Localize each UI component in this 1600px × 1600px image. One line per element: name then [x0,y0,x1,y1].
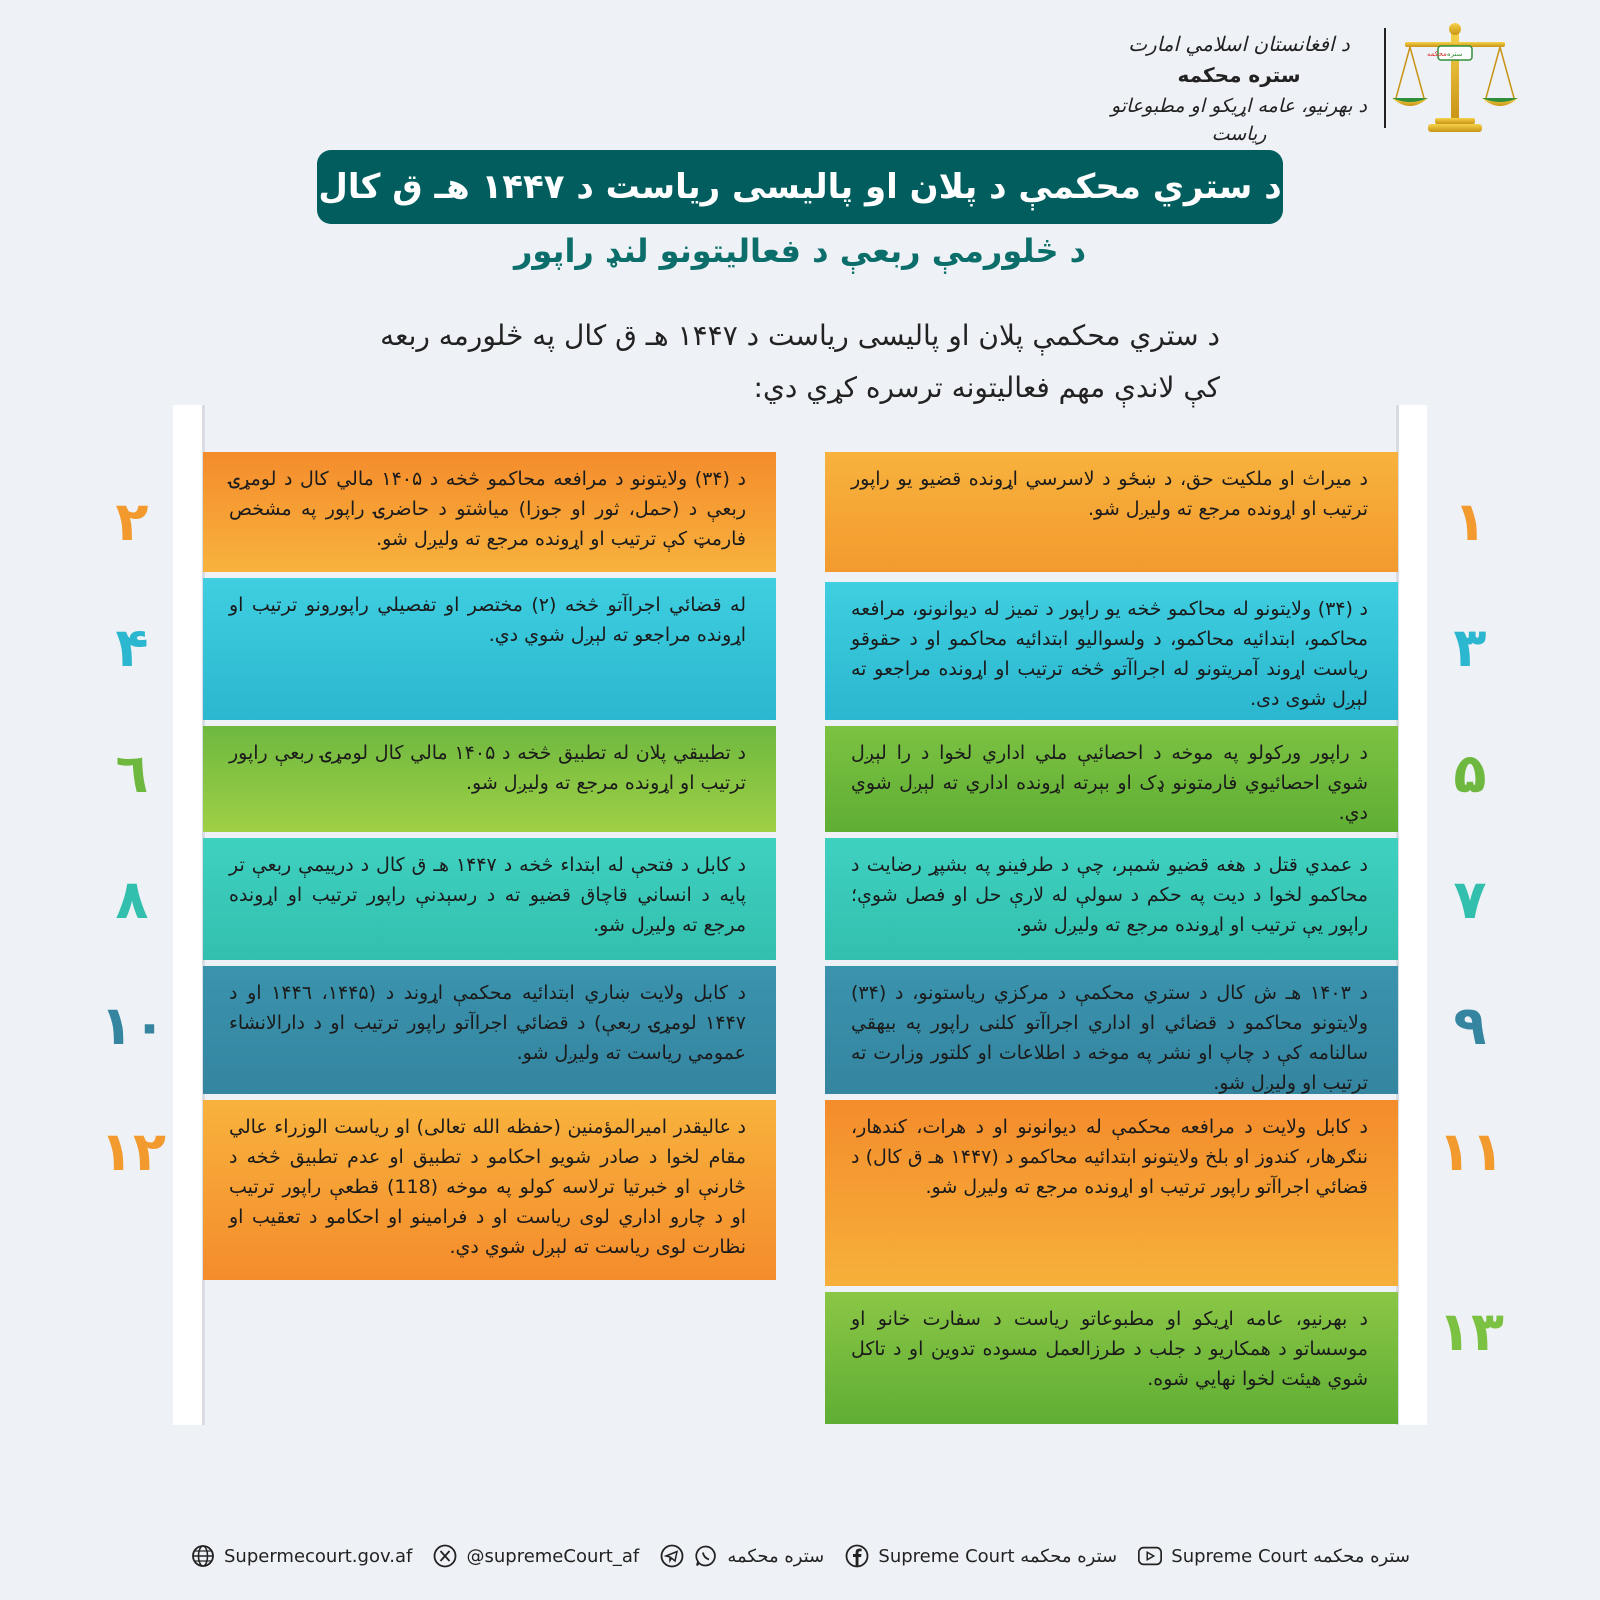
x-twitter-icon [432,1543,458,1569]
activity-box-1 [825,452,1398,572]
x-handle-label: @supremeCourt_af [466,1545,640,1567]
item-number-6: ٦ [115,742,149,805]
seal-right-text: محکمه [1427,50,1447,58]
item-number-5: ۵ [1453,742,1487,805]
logo-line-2: ستره محکمه [1177,63,1301,87]
footer-facebook[interactable] [844,1543,1117,1569]
activity-box-5 [825,726,1398,832]
intro-text: د ستري محکمې پلان او پالیسی ریاست د ۱۴۴۷ هـ ق کال په څلورمه ربعه کې لاندې مهم فعالیتونه ترسره کړي دي: [380,319,1220,404]
left-column-strip [173,405,203,1425]
item-number-8: ۸ [115,868,149,931]
title-bar [317,150,1283,224]
telegram-icon [659,1543,685,1569]
right-column-strip [1397,405,1427,1425]
activity-text-10: د کابل ولایت ښاري ابتدائیه محکمې اړوند د (۱۴۴۵، ۱۴۴٦ او د ۱۴۴۷ لومړۍ ربعې) د قضائي اجراآتو راپور ترتیب او د دارالانشاء عمومي ریاست ته ولیږل شو. [229,982,747,1064]
footer [190,1536,1410,1576]
item-number-3: ۳ [1453,616,1487,679]
logo-line-1: د افغانستان اسلامي امارت [1128,32,1350,56]
item-number-10: ۱۰ [100,994,166,1057]
activity-box-4 [203,578,776,720]
item-number-7: ۷ [1453,868,1487,931]
activity-text-1: د میراث او ملکیت حق، د ښځو د لاسرسي اړونده قضیو یو راپور ترتیب او اړونده مرجع ته ولیږل شو. [851,468,1368,520]
facebook-label: Supreme Court ستره محکمه [878,1545,1118,1567]
activity-box-2 [203,452,776,572]
activity-box-12 [203,1100,776,1280]
logo-line-3: د بهرنیو، عامه اړیکو او مطبوعاتو ریاست [1111,95,1367,145]
activity-text-11: د کابل ولایت د مرافعه محکمې له دیوانونو او د هرات، کندهار، ننګرهار، کندوز او بلخ ولایتونو ابتدائیه محاکمو د (۱۴۴۷ هـ ق کال) د قضائي اجراآتو راپور ترتیب او اړونده مرجع ته ولیږل شو. [851,1116,1368,1198]
activity-text-8: د کابل د فتحې له ابتداء څخه د ۱۴۴۷ هـ ق کال د دریيمې ربعې تر پایه د انساني قاچاق قضیو ته د رسېدنې راپور ترتیب او اړونده مرجع ته ولیږل شو. [229,854,746,936]
activity-text-5: د راپور ورکولو په موخه د احصائیې ملي اداري لخوا د را لېږل شوي احصائیوي فارمتونو ډک او بېرته اړونده اداري ته لېږل شوي دي. [851,742,1368,824]
activity-box-13 [825,1292,1398,1424]
facebook-icon [844,1543,870,1569]
whatsapp-icon [693,1543,719,1569]
youtube-label: Supreme Court ستره محکمه [1171,1545,1410,1567]
item-number-11: ۱۱ [1438,1120,1504,1183]
activity-text-9: د ۱۴۰۳ هـ ش کال د ستري محکمې د مرکزي ریاستونو، د (۳۴) ولایتونو محاکمو د قضائي او اداري اجراآتو کلنی راپور په بیهقي سالنامه کې د چاپ او نشر په موخه د اطلاعات او کلتور وزارت ته ترتیب او ولیږل شو. [851,982,1368,1094]
messaging-label: ستره محکمه [727,1545,825,1567]
seal-left-text: ستره [1447,50,1463,58]
activity-box-3 [825,582,1398,720]
website-label: Supermecourt.gov.af [224,1545,413,1567]
activity-text-3: د (۳۴) ولایتونو له محاکمو څخه یو راپور د تمیز له دیوانونو، مرافعه محاکمو، ابتدائیه محاکمو، د ولسوالیو ابتدائیه محاکمو او د حقوقو ریاست اړوند آمریتونو له اجراآتو څخه ترتیب او اړونده مراجعو ته لېږل شوی دی. [851,598,1368,710]
globe-icon [190,1543,216,1569]
activity-box-8 [203,838,776,960]
activity-text-2: د (۳۴) ولایتونو د مرافعه محاکمو څخه د ۱۴۰۵ مالي کال د لومړۍ ربعې د (حمل، ثور او جوزا) میاشتو د حاضرۍ راپور په مشخص فارمټ کې ترتیب او اړونده مرجع ته ولیږل شو. [229,468,746,550]
item-number-9: ۹ [1453,994,1487,1057]
item-number-12: ۱۲ [100,1120,166,1183]
footer-messaging[interactable] [659,1543,824,1569]
activity-box-9 [825,966,1398,1094]
activity-text-13: د بهرنیو، عامه اړیکو او مطبوعاتو ریاست د سفارت خانو او موسساتو د همکاریو د جلب د طرزالعمل مسوده تدوین او د تاکل شوي هیئت لخوا نهایي شوه. [851,1308,1368,1390]
activity-box-6 [203,726,776,832]
logo-divider [1384,28,1386,128]
youtube-icon [1137,1543,1163,1569]
header-logo [1100,20,1520,145]
footer-youtube[interactable] [1137,1543,1410,1569]
page-title: د ستري محکمې د پلان او پالیسی ریاست د ۱۴۴۷ هـ ق کال [318,167,1282,207]
activity-text-4: له قضائي اجراآتو څخه (۲) مختصر او تفصیلي راپورونو ترتیب او اړونده مراجعو ته لېږل شوي دي. [229,594,746,646]
item-number-1: ۱ [1453,490,1487,553]
logo-text [1100,30,1378,148]
item-number-13: ۱۳ [1438,1300,1504,1363]
page-subtitle: د څلورمې ربعې د فعالیتونو لنډ راپور [513,232,1087,270]
activity-box-7 [825,838,1398,960]
activity-text-12: د عالیقدر امیرالمؤمنین (حفظه الله تعالی) او ریاست الوزراء عالي مقام لخوا د صادر شویو احکامو د تطبیق او عدم تطبیق څخه د څارنې او خبرتیا ترلاسه کولو په موخه (118) قطعې راپور ترتیب او د چارو اداري لوی ریاست او د فرامینو او احکامو د تعقیب او نظارت لوی ریاست ته لېږل شوي دي. [229,1116,746,1258]
activity-box-11 [825,1100,1398,1286]
footer-website[interactable] [190,1543,412,1569]
footer-x[interactable] [432,1543,639,1569]
activity-text-7: د عمدي قتل د هغه قضیو شمېر، چې د طرفینو په بشپړ رضایت د محاکمو لخوا د دیت په حکم د سولې له لارې حل او فصل شوې؛ راپور یې ترتیب او اړونده مرجع ته ولیږل شو. [851,854,1368,936]
scales-of-justice-icon [1390,20,1520,140]
activity-box-10 [203,966,776,1094]
item-number-2: ۲ [115,490,149,553]
activity-text-6: د تطبیقي پلان له تطبیق څخه د ۱۴۰۵ مالي کال لومړۍ ربعې راپور ترتیب او اړونده مرجع ته ولیږل شو. [229,742,746,794]
item-number-4: ۴ [115,616,149,679]
